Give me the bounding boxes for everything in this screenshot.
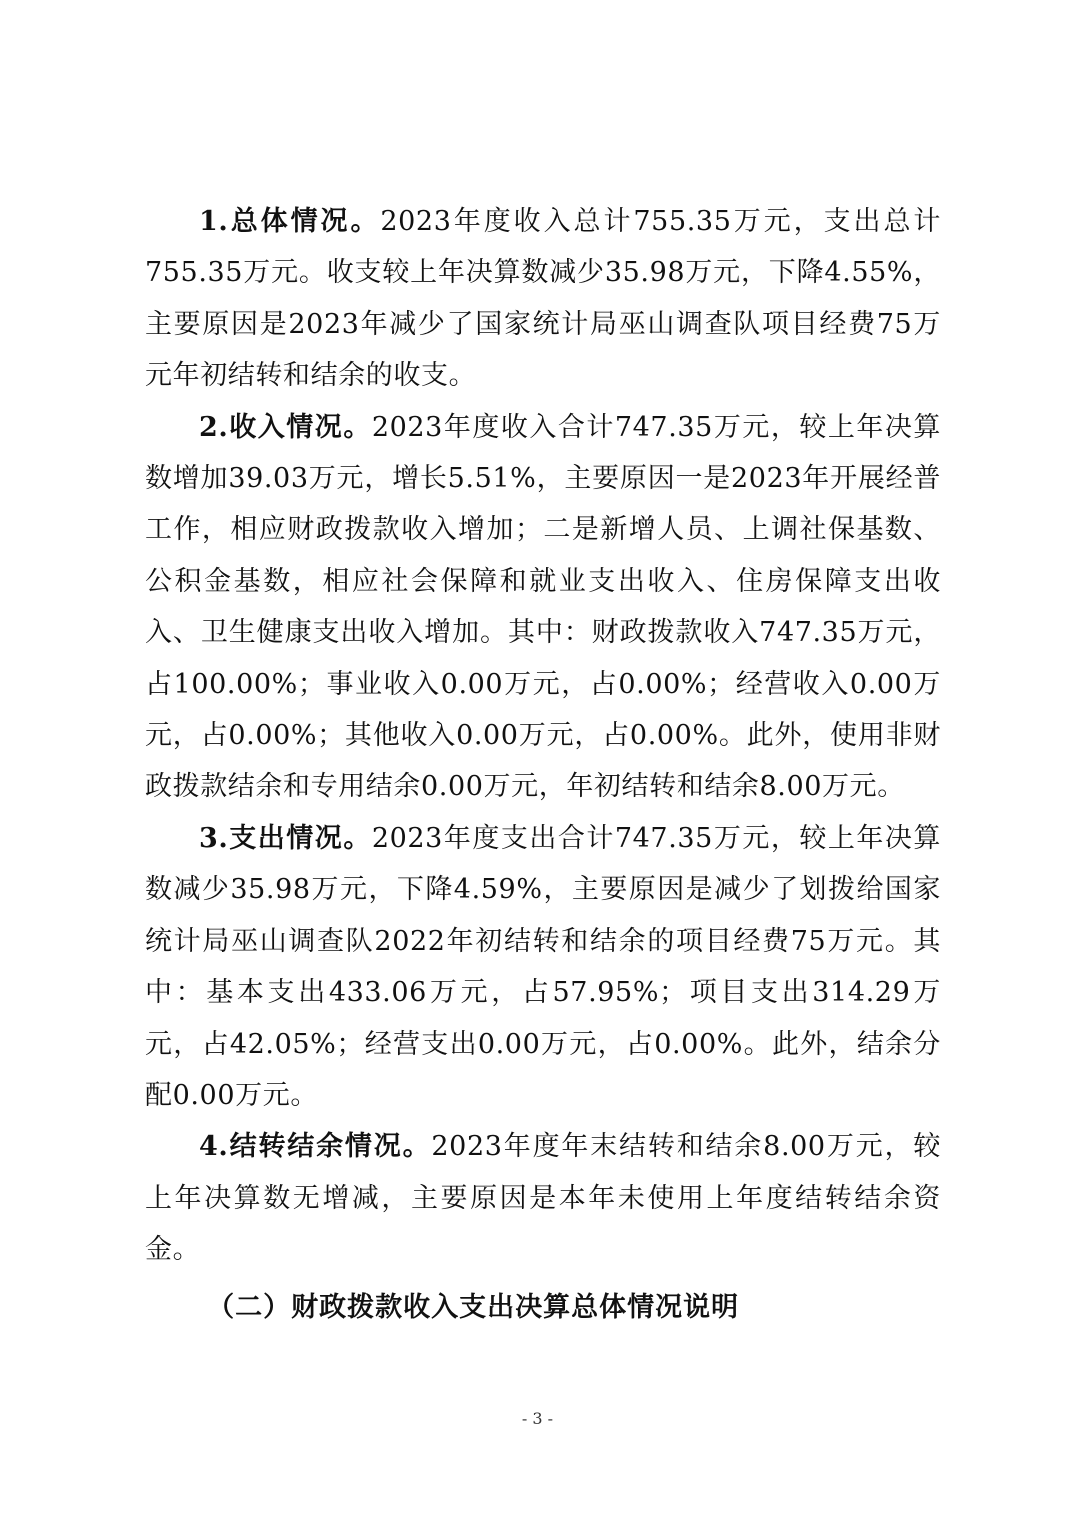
document-body (145, 196, 941, 1333)
paragraph-income (145, 402, 941, 813)
paragraph-text: 2023年度年末结转和结余8.00万元，较上年决算数无增减，主要原因是本年未使用上年度结转结余资金。 (145, 1131, 941, 1266)
paragraph-lead: 2.收入情况。 (199, 411, 372, 443)
paragraph-overall (145, 196, 941, 402)
section-subheading: （二）财政拨款收入支出决算总体情况说明 (207, 1291, 740, 1323)
paragraph-lead: 3.支出情况。 (199, 822, 372, 854)
paragraph-text: 2023年度支出合计747.35万元，较上年决算数减少35.98万元，下降4.59%，主要原因是减少了划拨给国家统计局巫山调查队2022年初结转和结余的项目经费75万元。其中：基本支出433.06万元，占57.95%；项目支出314.29万元，占42.05%；经营支出0.00万元，占0.00%。此外，结余分配0.00万元。 (145, 822, 941, 1111)
paragraph-expenditure (145, 813, 941, 1121)
paragraph-lead: 4.结转结余情况。 (199, 1131, 432, 1163)
paragraph-carryover (145, 1121, 941, 1275)
paragraph-text: 2023年度收入总计755.35万元，支出总计755.35万元。收支较上年决算数减少35.98万元，下降4.55%，主要原因是2023年减少了国家统计局巫山调查队项目经费75万元年初结转和结余的收支。 (145, 206, 941, 392)
paragraph-lead: 1.总体情况。 (199, 206, 381, 237)
paragraph-text: 2023年度收入合计747.35万元，较上年决算数增加39.03万元，增长5.51%，主要原因一是2023年开展经普工作，相应财政拨款收入增加；二是新增人员、上调社保基数、公积金基数，相应社会保障和就业支出收入、住房保障支出收入、卫生健康支出收入增加。其中：财政拨款收入747.35万元，占100.00%；事业收入0.00万元，占0.00%；经营收入0.00万元，占0.00%；其他收入0.00万元，占0.00%。此外，使用非财政拨款结余和专用结余0.00万元，年初结转和结余8.00万元。 (145, 411, 941, 803)
page-number: - 3 - (521, 1409, 554, 1428)
